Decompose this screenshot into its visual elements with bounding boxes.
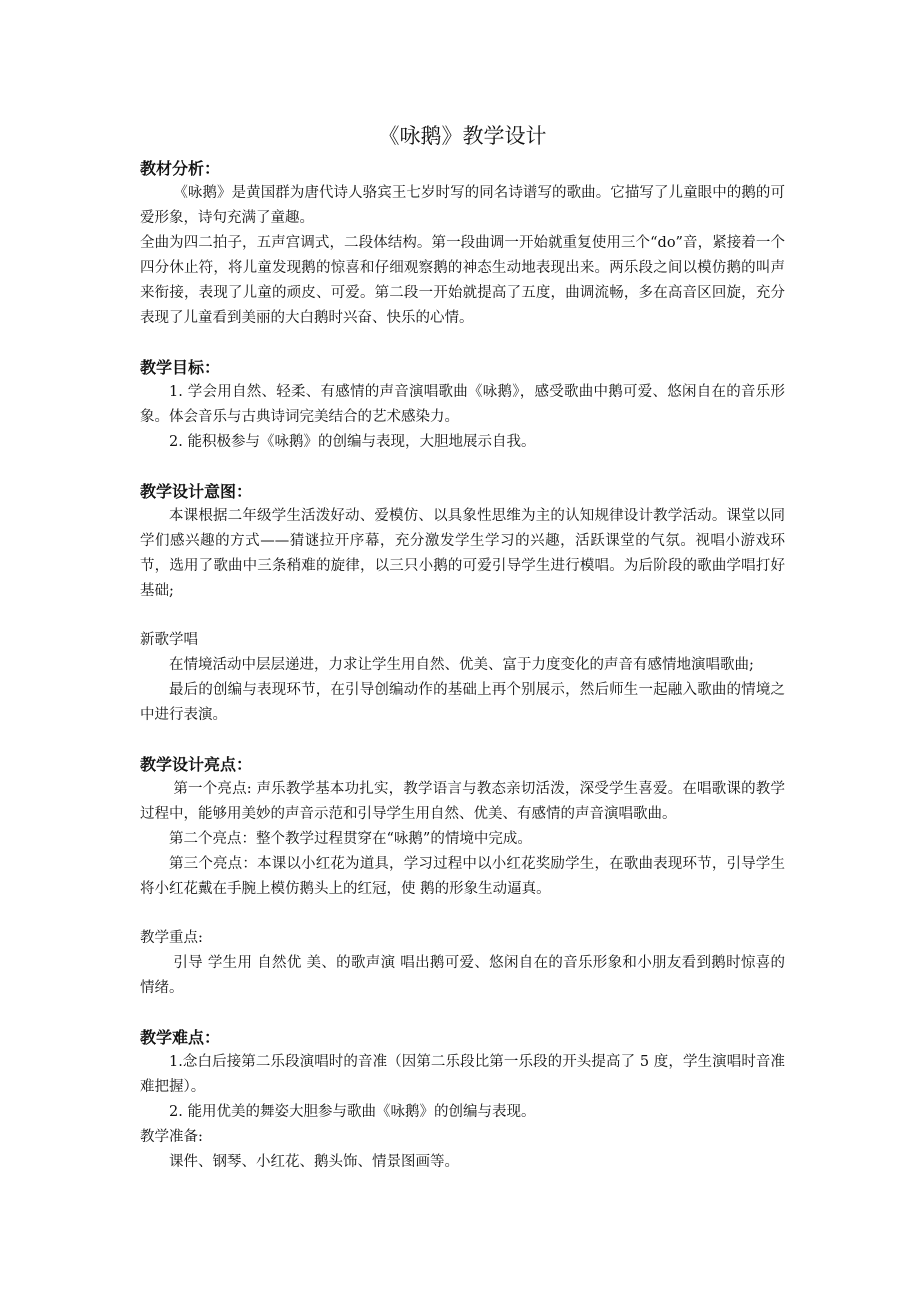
key-points-heading: 教学重点: (140, 930, 203, 946)
difficulty-item-2: 2. 能用优美的舞姿大胆参与歌曲《咏鹅》的创编与表现。 (169, 1104, 536, 1120)
page-title: 《咏鹅》教学设计 (378, 124, 547, 148)
new-song-heading: 新歌学唱 (140, 632, 198, 648)
intent-section (140, 479, 785, 604)
prep-section (140, 1125, 785, 1175)
new-song-paragraph-1: 在情境活动中层层递进，力求让学生用自然、优美、富于力度变化的声音有感情地演唱歌曲; (169, 657, 754, 673)
difficulty-item-1: 1.念白后接第二乐段演唱时的音准（因第二乐段比第一乐段的开头提高了 5 度，学生演唱时音准难把握）。 (140, 1054, 785, 1095)
intent-paragraph: 本课根据二年级学生活泼好动、爱模仿、以具象性思维为主的认知规律设计教学活动。课堂以同学们感兴趣的方式——猜谜拉开序幕，充分激发学生学习的兴趣，活跃课堂的气氛。视唱小游戏环节，选用了歌曲中三条稍难的旋律，以三只小鹅的可爱引导学生进行模唱。为后阶段的歌曲学唱打好基础; (140, 508, 785, 599)
highlight-paragraph-2: 第二个亮点：整个教学过程贯穿在“咏鹅”的情境中完成。 (169, 831, 532, 847)
new-song-section (140, 628, 785, 728)
intent-heading: 教学设计意图： (140, 482, 253, 501)
key-points-section (140, 926, 785, 1001)
highlight-paragraph-1: 第一个亮点: 声乐教学基本功扎实，教学语言与教态亲切活泼，深受学生喜爱。在唱歌课的教学过程中，能够用美妙的声音示范和引导学生用自然、优美、有感情的声音演唱歌曲。 (140, 781, 785, 822)
analysis-paragraph-1: 《咏鹅》是黄国群为唐代诗人骆宾王七岁时写的同名诗谱写的歌曲。它描写了儿童眼中的鹅的可爱形象，诗句充满了童趣。 (140, 185, 785, 226)
analysis-paragraph-2: 全曲为四二拍子，五声宫调式，二段体结构。第一段曲调一开始就重复使用三个“do”音，紧接着一个四分休止符，将儿童发现鹅的惊喜和仔细观察鹅的神态生动地表现出来。两乐段之间以模仿鹅的叫声来衔接，表现了儿童的顽皮、可爱。第二段一开始就提高了五度，曲调流畅，多在高音区回旋，充分表现了儿童看到美丽的大白鹅时兴奋、快乐的心情。 (140, 235, 785, 326)
analysis-section (140, 156, 785, 331)
goals-heading: 教学目标： (140, 358, 221, 377)
prep-heading: 教学准备: (140, 1129, 203, 1145)
goals-section (140, 355, 785, 455)
highlights-heading: 教学设计亮点： (140, 755, 253, 774)
new-song-paragraph-2: 最后的创编与表现环节，在引导创编动作的基础上再个别展示，然后师生一起融入歌曲的情境之中进行表演。 (140, 682, 785, 723)
difficulties-heading: 教学难点： (140, 1028, 221, 1047)
difficulties-section (140, 1025, 785, 1125)
prep-paragraph: 课件、钢琴、小红花、鹅头饰、情景图画等。 (169, 1154, 459, 1170)
goal-item-2: 2. 能积极参与《咏鹅》的创编与表现，大胆地展示自我。 (169, 434, 536, 450)
goal-item-1: 1. 学会用自然、轻柔、有感情的声音演唱歌曲《咏鹅》，感受歌曲中鹅可爱、悠闲自在的音乐形象。体会音乐与古典诗词完美结合的艺术感染力。 (140, 384, 785, 425)
highlights-section (140, 752, 785, 902)
document-page (140, 118, 785, 1175)
key-points-paragraph: 引导 学生用 自然优 美、的歌声演 唱出鹅可爱、悠闲自在的音乐形象和小朋友看到鹅时惊喜的情绪。 (140, 955, 785, 996)
analysis-heading: 教材分析： (140, 159, 221, 178)
highlight-paragraph-3: 第三个亮点：本课以小红花为道具，学习过程中以小红花奖励学生，在歌曲表现环节，引导学生将小红花戴在手腕上模仿鹅头上的红冠，使 鹅的形象生动逼真。 (140, 856, 785, 897)
